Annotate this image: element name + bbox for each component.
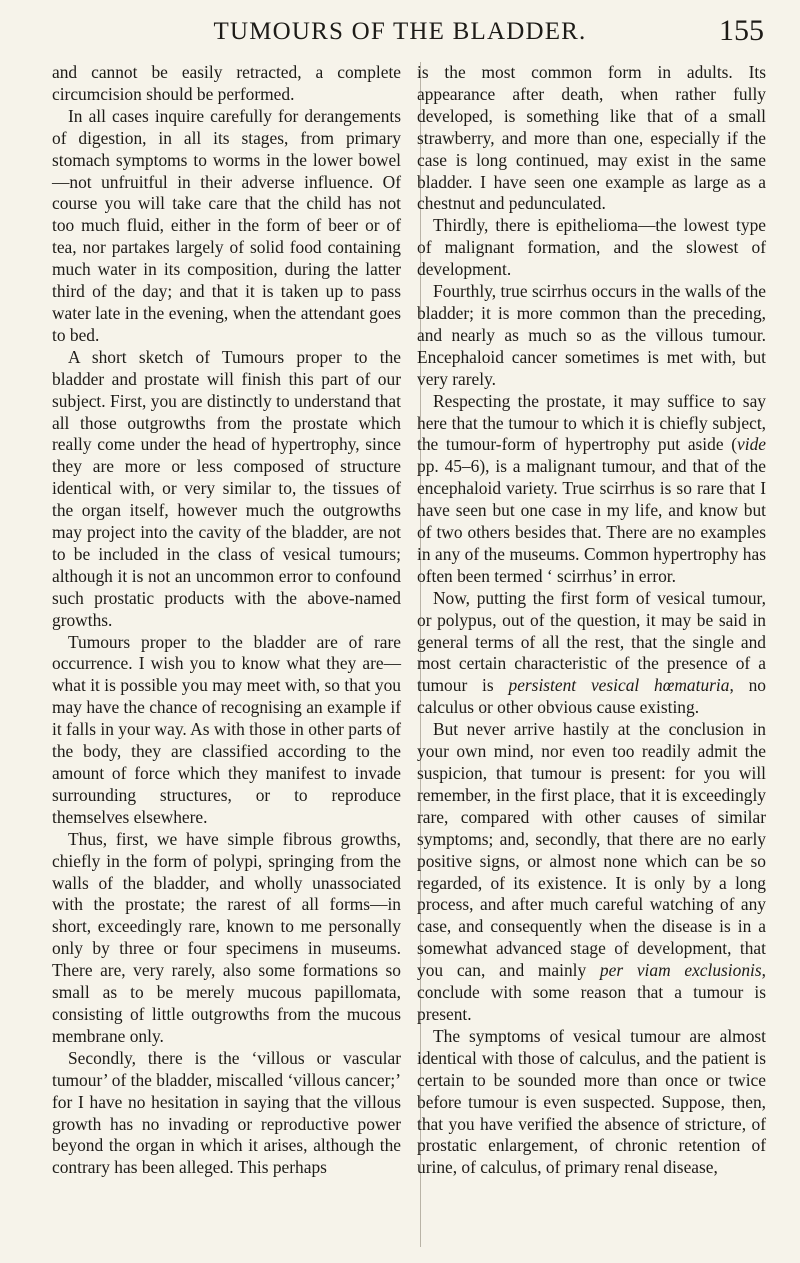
paragraph: In all cases inquire carefully for derangements of digestion, in all its stages, from primary stomach symptoms to worms in the lower bowel—not unfruitful in their adverse influence. Of course you will take care that the child has not too much fluid, either in the form of beer or of tea, nor partakes largely of solid food containing much water in its composition, during the latter third of the day; and that it is taken up to pass water late in the evening, when the attendant goes to bed. [52, 105, 401, 345]
text-run: Now, putting the first form of vesical tumour, or polypus, out of the question, it may be said in general terms of all the rest, that the single and most certain characteristic of the presence of a tumour is [417, 587, 766, 696]
running-title: TUMOURS OF THE BLADDER. [213, 18, 587, 45]
paragraph: Thirdly, there is epithelioma—the lowest type of malignant formation, and the slowest of development. [417, 215, 766, 280]
paragraph: Fourthly, true scirrhus occurs in the walls of the bladder; it is more common than the preceding, and nearly as much so as the villous tumour. Encephaloid cancer sometimes is met with, but very rarely. [417, 281, 766, 389]
left-column [52, 62, 401, 1257]
paragraph: Thus, first, we have simple fibrous growths, chiefly in the form of polypi, springing from the walls of the bladder, and wholly unassociated with the prostate; the rarest of all forms—in short, exceedingly rare, known to me personally only by three or four specimens in museums. There are, very rarely, also some formations so small as to be merely mucous papillomata, consisting of little outgrowths from the mucous membrane only. [52, 828, 401, 1046]
text-run: But never arrive hastily at the conclusion in your own mind, nor even too readily admit the suspicion, that tumour is present: for you will remember, in the first place, that it is exceedingly rare, compared with other causes of similar symptoms; and, secondly, that there are no early positive signs, or almost none which can be so regarded, of its existence. It is only by a long process, and after much careful watching of any case, and consequently when the disease is in a somewhat advanced stage of development, that you can, and mainly [417, 719, 766, 981]
text-run: Respecting the prostate, it may suffice to say here that the tumour to which it is chiefly subject, the tumour-form of hypertrophy put aside ( [417, 390, 766, 455]
paragraph: The symptoms of vesical tumour are almost identical with those of calculus, and the patient is certain to be sounded more than once or twice before tumour is even suspected. Suppose, then, that you have verified the absence of stricture, of prostatic enlargement, of chronic retention of urine, of calculus, of primary renal disease, [417, 1025, 766, 1178]
text-run: , no calculus or other obvious cause existing. [417, 675, 767, 718]
paragraph: is the most common form in adults. Its appearance after death, when rather fully developed, is something like that of a small strawberry, and more than one, especially if the case is long continued, may exist in the same bladder. I have seen one example as large as a chestnut and pedunculated. [417, 62, 766, 214]
text-run: , conclude with some reason that a tumour is present. [417, 960, 766, 1024]
paragraph: Secondly, there is the ‘villous or vascular tumour’ of the bladder, miscalled ‘villous cancer;’ for I have no hesitation in saying that the villous growth has no invading or reproductive power beyond the organ in which it arises, although the contrary has been alleged. This perhaps [52, 1047, 401, 1178]
paragraph: A short sketch of Tumours proper to the bladder and prostate will finish this part of our subject. First, you are distinctly to understand that all those outgrowths from the prostate which really come under the head of hypertrophy, since they are more or less composed of structure identical with, or very similar to, the tissues of the organ itself, however much the outgrowths may project into the cavity of the bladder, are not to be included in the class of vesical tumours; although it is not an uncommon error to confound such prostatic products with the above-named growths. [52, 346, 401, 630]
italic-text: per viam exclusionis [599, 960, 762, 981]
paragraph [417, 588, 766, 719]
text-columns [52, 62, 766, 1257]
italic-text: persistent vesical hœmaturia [508, 675, 730, 696]
right-column [417, 62, 766, 1257]
paragraph [417, 719, 766, 1026]
paragraph: Tumours proper to the bladder are of rare occurrence. I wish you to know what they are—what it is possible you may meet with, so that you may have the chance of recognising an example if it falls in your way. As with those in other parts of the body, they are classified according to the amount of force which they manifest to invade surrounding structures, or to reproduce themselves elsewhere. [52, 631, 401, 827]
italic-text: vide [737, 434, 766, 455]
text-run: pp. 45–6), is a malignant tumour, and that of the encephaloid variety. True scirrhus is so rare that I have seen but one case in my life, and know but of two others besides that. There are no examples in any of the museums. Common hypertrophy has often been termed ‘ scirrhus’ in error. [417, 456, 766, 586]
page-header [0, 12, 800, 56]
page-number: 155 [719, 14, 764, 47]
paragraph [417, 391, 766, 588]
paragraph: and cannot be easily retracted, a complete circumcision should be performed. [52, 62, 401, 104]
